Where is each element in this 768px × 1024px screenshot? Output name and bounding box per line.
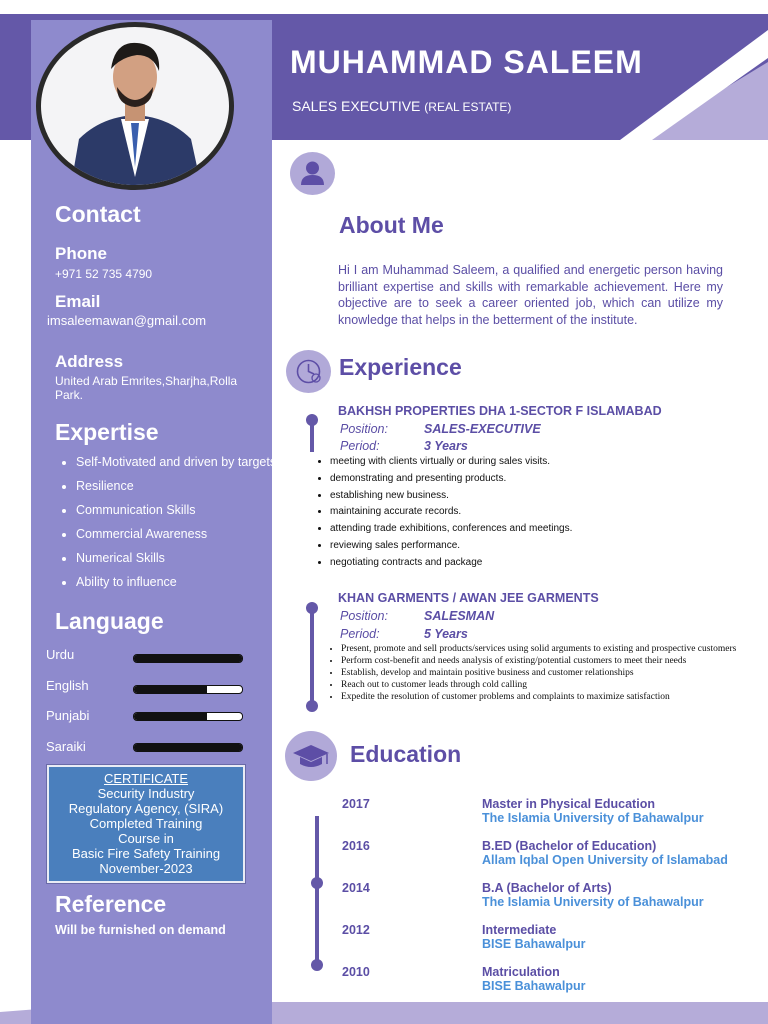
position-label: Position: — [340, 609, 388, 623]
address-line-1: United Arab Emrites,Sharjha,Rolla — [55, 374, 238, 388]
education-institute: Allam Iqbal Open University of Islamabad — [482, 853, 728, 867]
period-value: 5 Years — [424, 627, 468, 641]
language-name: Urdu — [46, 647, 75, 662]
list-item: • Present, promote and sell products/services using solid arguments to existing and prospective customers — [341, 643, 741, 655]
list-item: • Resilience — [76, 478, 276, 502]
person-name: MUHAMMAD SALEEM — [290, 44, 643, 80]
certificate-line: Basic Fire Safety Training — [71, 846, 221, 861]
timeline-dot — [311, 877, 323, 889]
position-label: Position: — [340, 422, 388, 436]
contact-heading: Contact — [55, 201, 141, 227]
graduation-cap-icon — [285, 731, 337, 781]
list-item: • Communication Skills — [76, 502, 276, 526]
expertise-list — [58, 454, 276, 598]
list-item: • Establish, develop and maintain positive business and customer relationships — [341, 667, 741, 679]
position-value: SALESMAN — [424, 609, 495, 623]
language-level-fill — [134, 713, 207, 720]
timeline-dot — [306, 602, 318, 614]
certificate-line: Security Industry — [97, 786, 195, 801]
language-level-fill — [134, 686, 207, 693]
list-item: • reviewing sales performance. — [330, 539, 572, 556]
education-institute: BISE Bahawalpur — [482, 937, 586, 951]
certificate-title: CERTIFICATE — [103, 771, 189, 786]
timeline-dot — [311, 959, 323, 971]
address-line-2: Park. — [55, 388, 84, 402]
language-level-bar — [133, 712, 243, 721]
education-institute: BISE Bahawalpur — [482, 979, 586, 993]
job-title: SALES EXECUTIVE (REAL ESTATE) — [292, 98, 512, 114]
about-text: Hi I am Muhammad Saleem, a qualified and energetic person having brilliant expertise and skills with remarkable achievement. Here my objective are to seek a career oriented job, which can utilize my knowledge that helps in the betterment of the institute. — [338, 263, 723, 327]
language-level-fill — [134, 655, 242, 662]
education-year: 2012 — [342, 923, 370, 937]
period-label: Period: — [340, 439, 380, 453]
education-institute: The Islamia University of Bahawalpur — [482, 811, 704, 825]
certificate-line: November-2023 — [99, 861, 193, 876]
list-item: • Self-Motivated and driven by targets — [76, 454, 276, 478]
list-item: • Expedite the resolution of customer problems and complaints to maximize satisfaction — [341, 691, 741, 703]
education-institute: The Islamia University of Bahawalpur — [482, 895, 704, 909]
footer-decoration — [0, 1002, 768, 1024]
phone-value[interactable]: +971 52 735 4790 — [55, 267, 153, 281]
education-degree: Matriculation — [482, 965, 560, 979]
clock-icon — [286, 350, 331, 393]
list-item: • Commercial Awareness — [76, 526, 276, 550]
certificate-line: Course in — [118, 831, 174, 846]
language-level-fill — [134, 744, 242, 751]
phone-label: Phone — [55, 244, 107, 263]
about-heading: About Me — [339, 212, 444, 238]
list-item: • Ability to influence — [76, 574, 276, 598]
user-icon — [290, 152, 335, 195]
list-item: • maintaining accurate records. — [330, 505, 572, 522]
position-value: SALES-EXECUTIVE — [424, 422, 541, 436]
avatar — [36, 22, 234, 190]
period-value: 3 Years — [424, 439, 468, 453]
education-degree: Intermediate — [482, 923, 557, 937]
language-level-bar — [133, 654, 243, 663]
expertise-heading: Expertise — [55, 419, 159, 445]
education-degree: Master in Physical Education — [482, 797, 655, 811]
period-label: Period: — [340, 627, 380, 641]
list-item: • Numerical Skills — [76, 550, 276, 574]
education-heading: Education — [350, 741, 462, 767]
list-item: • establishing new business. — [330, 489, 572, 506]
address-label: Address — [55, 352, 124, 371]
list-item: • Perform cost-benefit and needs analysis of existing/potential customers to meet their needs — [341, 655, 741, 667]
language-heading: Language — [55, 608, 164, 634]
list-item: • negotiating contracts and package — [330, 556, 572, 573]
email-value[interactable]: imsaleemawan@gmail.com — [47, 313, 207, 328]
list-item: • attending trade exhibitions, conferences and meetings. — [330, 522, 572, 539]
timeline-line — [315, 816, 319, 966]
reference-text: Will be furnished on demand — [55, 923, 226, 937]
experience-heading: Experience — [339, 354, 462, 380]
certificate-line: Regulatory Agency, (SIRA) — [68, 801, 224, 816]
language-name: Saraiki — [46, 739, 86, 754]
education-year: 2017 — [342, 797, 370, 811]
profile-photo — [41, 27, 229, 185]
education-year: 2014 — [342, 881, 370, 895]
language-name: English — [46, 678, 89, 693]
duties-list — [312, 455, 572, 573]
certificate-line: Completed Training — [89, 816, 203, 831]
language-level-bar — [133, 685, 243, 694]
timeline-dot — [306, 700, 318, 712]
list-item: • demonstrating and presenting products. — [330, 472, 572, 489]
certificate-box — [47, 765, 245, 883]
education-degree: B.ED (Bachelor of Education) — [482, 839, 657, 853]
reference-heading: Reference — [55, 891, 167, 917]
company-name: KHAN GARMENTS / AWAN JEE GARMENTS — [338, 591, 599, 605]
email-label: Email — [55, 292, 101, 311]
language-level-bar — [133, 743, 243, 752]
timeline-line — [310, 606, 314, 706]
list-item: • meeting with clients virtually or during sales visits. — [330, 455, 572, 472]
education-degree: B.A (Bachelor of Arts) — [482, 881, 612, 895]
list-item: • Reach out to customer leads through cold calling — [341, 679, 741, 691]
education-year: 2010 — [342, 965, 370, 979]
language-name: Punjabi — [46, 708, 90, 723]
duties-list — [328, 643, 741, 703]
timeline-dot — [306, 414, 318, 426]
education-year: 2016 — [342, 839, 370, 853]
company-name: BAKHSH PROPERTIES DHA 1-SECTOR F ISLAMABAD — [338, 404, 662, 418]
